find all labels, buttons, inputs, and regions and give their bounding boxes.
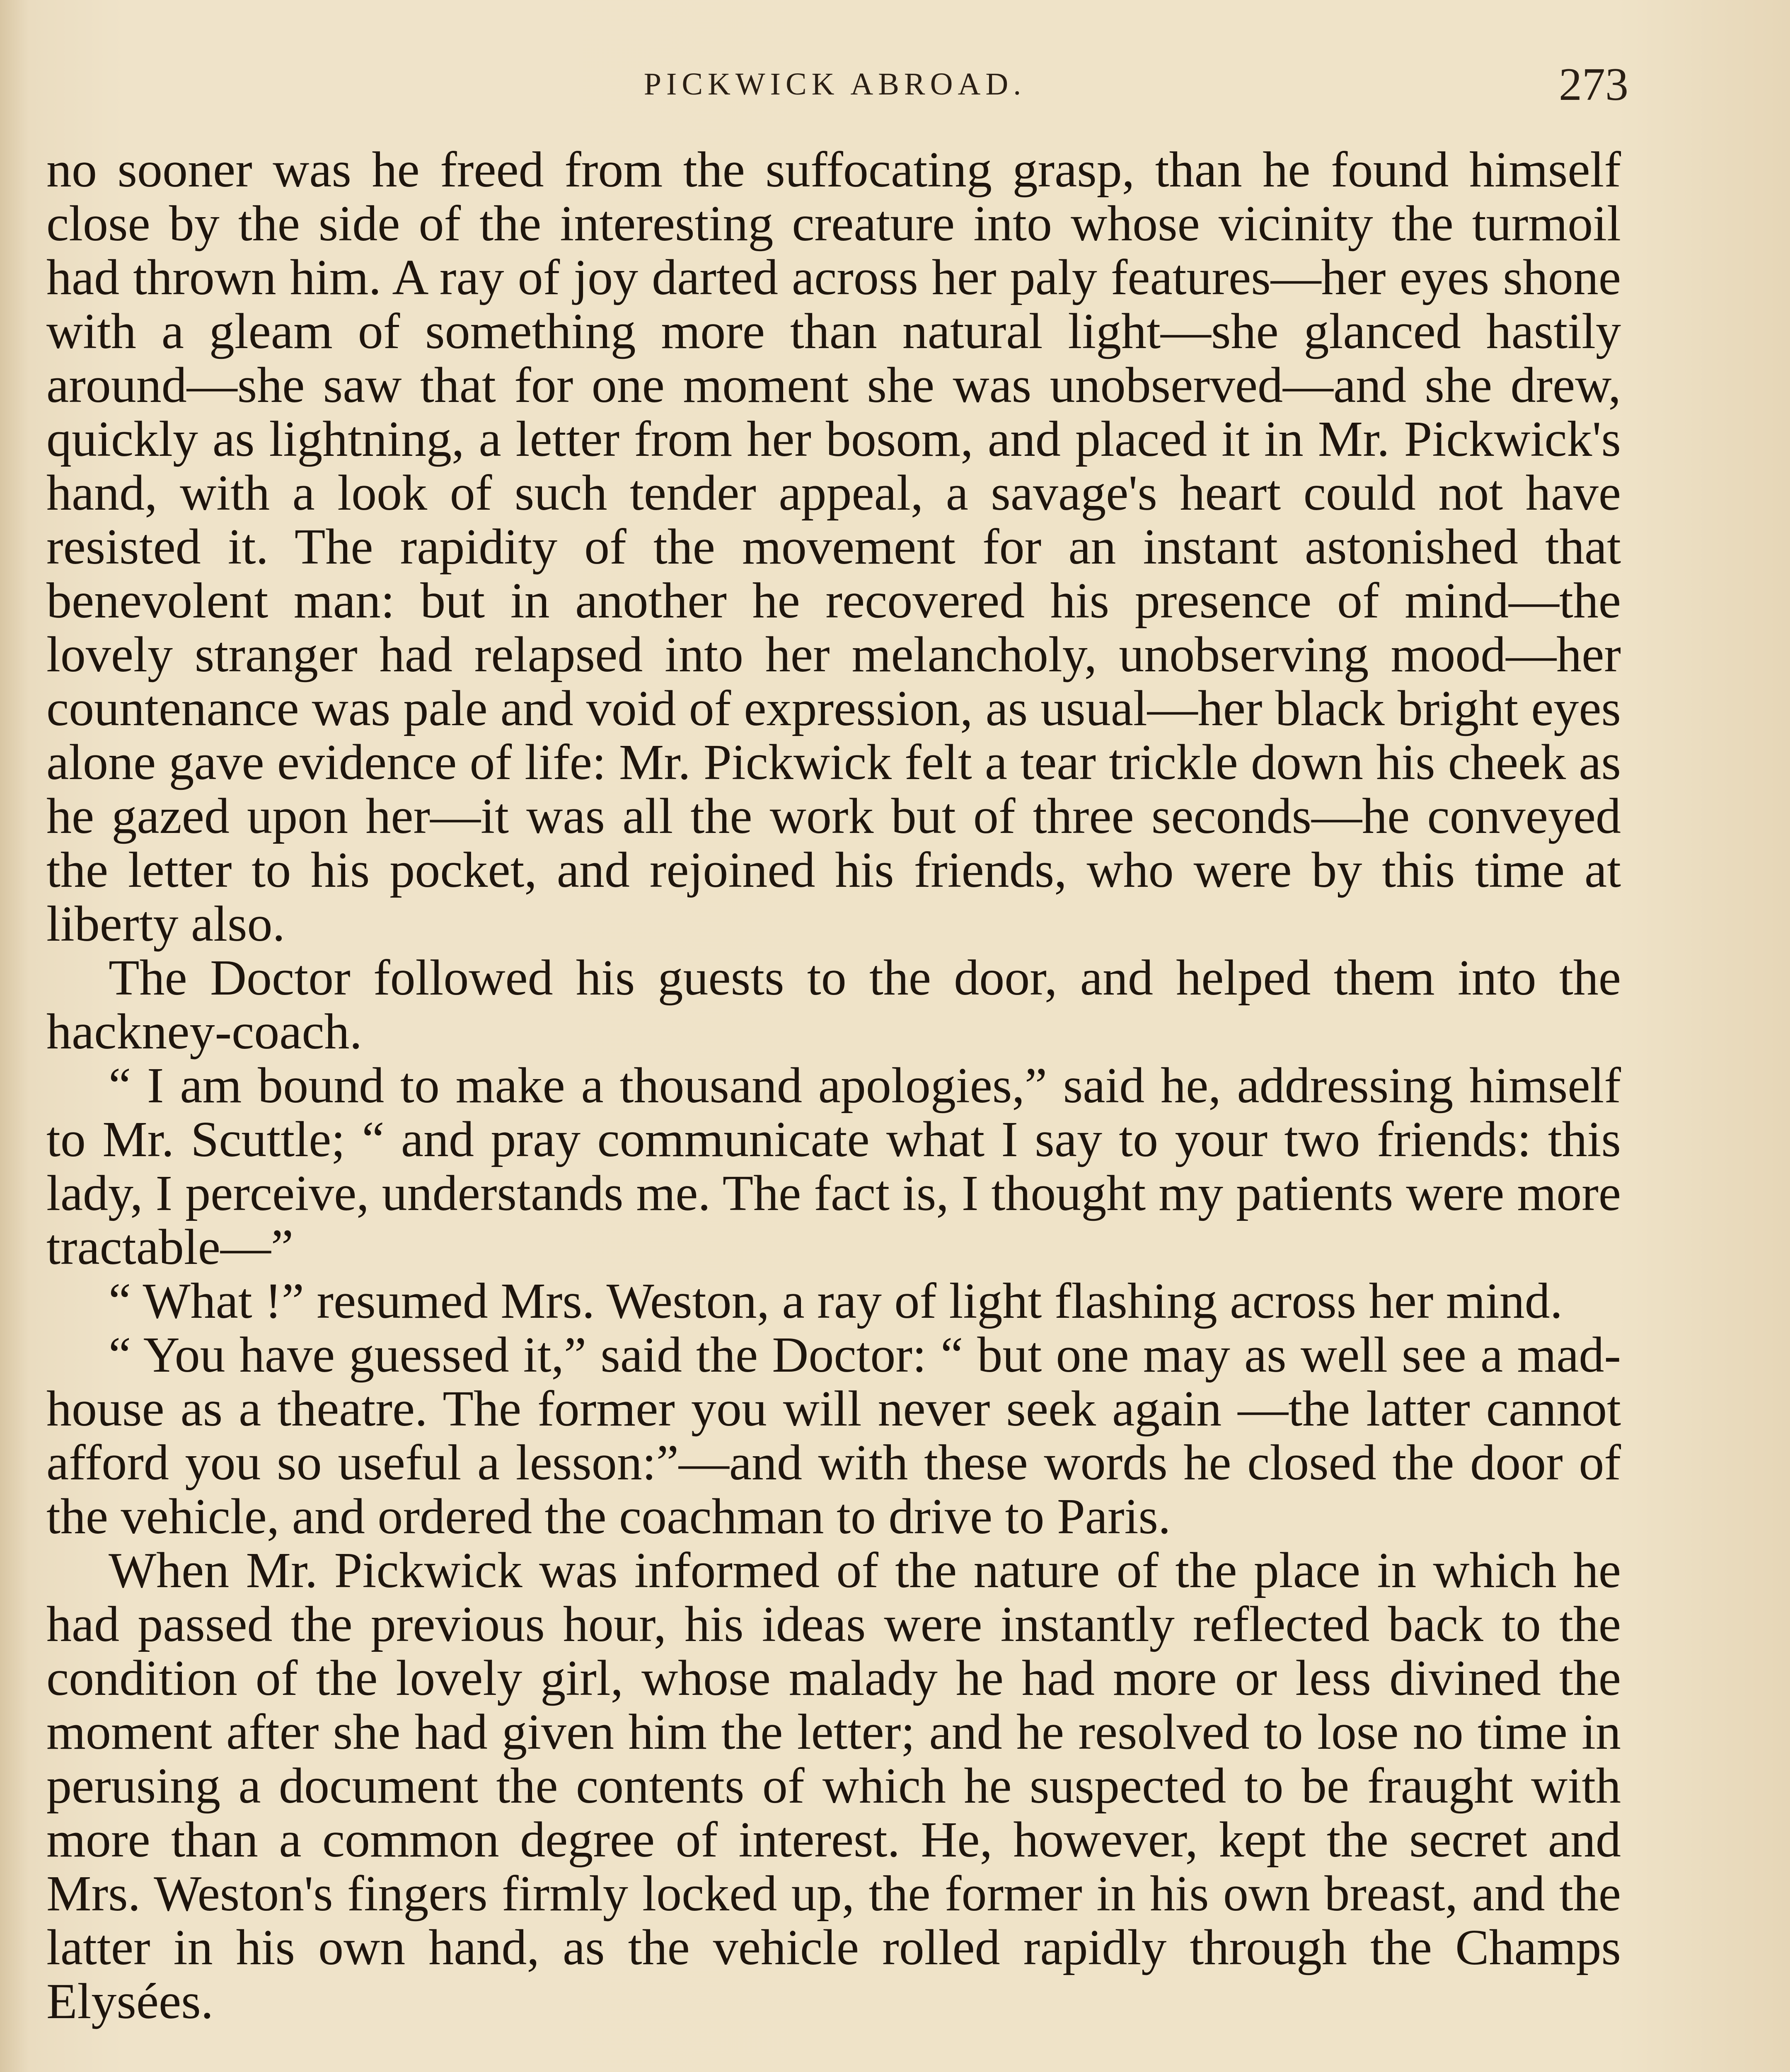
paragraph: “ You have guessed it,” said the Doctor: “ but one may as well see a mad-house as a theatre. The former you will never seek again —the latter cannot afford you so useful a lesson:”—and with these words he closed the door of the vehicle, and ordered the coachman to drive to Paris. bbox=[46, 1327, 1621, 1544]
running-head: PICKWICK ABROAD. bbox=[643, 67, 1026, 102]
paragraph: The Doctor followed his guests to the door, and helped them into the hackney-coach. bbox=[46, 950, 1621, 1060]
paragraph: “ What !” resumed Mrs. Weston, a ray of light flashing across her mind. bbox=[109, 1273, 1563, 1329]
paragraph: “ I am bound to make a thousand apologies,” said he, addressing himself to Mr. Scuttle; “ and pray communicate what I say to your two friends: this lady, I perceive, understands me. The fact is, I thought my patients were more tractable—” bbox=[46, 1058, 1621, 1275]
paragraph: no sooner was he freed from the suffocating grasp, than he found himself close by the side of the interesting creature into whose vicinity the turmoil had thrown him. A ray of joy darted across her paly features—her eyes shone with a gleam of something more than natural light—she glanced hastily around—she saw that for one moment she was unobserved—and she drew, quickly as lightning, a letter from her bosom, and placed it in Mr. Pickwick's hand, with a look of such tender appeal, a savage's heart could not have resisted it. The rapidity of the movement for an instant astonished that benevolent man: but in another he recovered his presence of mind—the lovely stranger had relapsed into her melancholy, unobserving mood—her countenance was pale and void of expression, as usual—her black bright eyes alone gave evidence of life: Mr. Pickwick felt a tear trickle down his cheek as he gazed upon her—it was all the work but of three seconds—he conveyed the letter to his pocket, and rejoined his friends, who were by this time at liberty also. bbox=[46, 142, 1621, 952]
body-text bbox=[46, 143, 1621, 2028]
page-number: 273 bbox=[1559, 59, 1628, 110]
paragraph: When Mr. Pickwick was informed of the nature of the place in which he had passed the previous hour, his ideas were instantly reflected back to the condition of the lovely girl, whose malady he had more or less divined the moment after she had given him the letter; and he resolved to lose no time in perusing a document the contents of which he suspected to be fraught with more than a common degree of interest. He, however, kept the secret and Mrs. Weston's fingers firmly locked up, the former in his own breast, and the latter in his own hand, as the vehicle rolled rapidly through the Champs Elysées. bbox=[46, 1542, 1621, 2029]
page-header bbox=[41, 59, 1628, 116]
